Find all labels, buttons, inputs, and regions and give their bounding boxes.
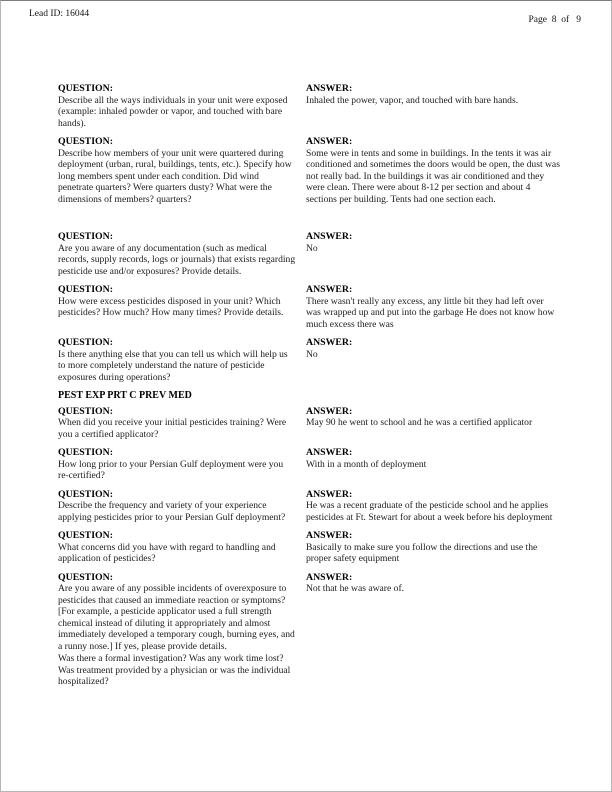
answer-label: ANSWER: <box>306 337 353 348</box>
answer-block <box>306 231 583 277</box>
qa-row <box>58 231 581 277</box>
answer-block <box>306 83 583 129</box>
answer-block <box>306 136 583 205</box>
question-text: How long prior to your Persian Gulf deployment were you re-certified? <box>58 458 284 481</box>
question-label: QUESTION: <box>58 405 113 417</box>
answer-text: Inhaled the power, vapor, and touched with bare hands. <box>306 94 519 106</box>
answer-label: ANSWER: <box>306 231 353 242</box>
question-label: QUESTION: <box>58 284 113 295</box>
qa-content <box>58 83 581 688</box>
answer-block <box>306 489 583 524</box>
answer-text: Basically to make sure you follow the directions and use the proper safety equipment <box>306 541 538 564</box>
question-block <box>58 83 306 129</box>
answer-label: ANSWER: <box>306 83 353 94</box>
question-text: How were excess pesticides disposed in your unit? Which pesticides? How much? How many times? Provide details. <box>58 295 284 318</box>
qa-row <box>58 530 581 565</box>
answer-block <box>306 447 583 482</box>
answer-block <box>306 337 583 383</box>
question-text: Are you aware of any documentation (such as medical records, supply records, logs or journals) that exists regarding pesticide use and/or exposures? Provide details. <box>58 242 296 277</box>
qa-row <box>58 83 581 129</box>
question-label: QUESTION: <box>58 447 113 458</box>
question-text: Is there anything else that you can tell us which will help us to more completely understand the nature of pesticide exposures during operations? <box>58 348 288 383</box>
answer-label: ANSWER: <box>306 136 353 147</box>
answer-text: Not that he was aware of. <box>306 583 405 594</box>
question-label: QUESTION: <box>58 231 113 242</box>
answer-label: ANSWER: <box>306 284 353 295</box>
qa-row <box>58 284 581 330</box>
answer-text: He was a recent graduate of the pesticide school and he applies pesticides at Ft. Stewart for about a week before his deployment <box>306 500 553 523</box>
qa-row <box>58 572 581 688</box>
answer-text: May 90 he went to school and he was a certified applicator <box>306 417 533 428</box>
answer-block <box>306 284 583 330</box>
question-block <box>58 284 306 330</box>
question-block <box>58 406 306 441</box>
answer-text: Some were in tents and some in buildings. In the tents it was air conditioned and sometimes the doors would be open, the dust was not really bad. In the buildings it was air conditioned and they were clean. There were about 8-12 per section and about 4 sections per building. Tents had one section each. <box>306 147 560 205</box>
question-label: QUESTION: <box>58 488 113 500</box>
section-heading: PEST EXP PRT C PREV MED <box>58 390 192 401</box>
qa-row <box>58 136 581 205</box>
qa-row <box>58 406 581 441</box>
answer-block <box>306 572 583 688</box>
answer-label: ANSWER: <box>306 405 353 417</box>
page-header <box>1 1 611 25</box>
question-block <box>58 447 306 482</box>
question-text: Describe the frequency and variety of your experience applying pesticides prior to your Persian Gulf deployment? <box>58 500 286 523</box>
question-text: Are you aware of any possible incidents of overexposure to pesticides that caused an immediate reaction or symptoms? [For example, a pesticide applicator used a full strength chemical instead of diluting it appropriately and almost immediately developed a temporary cough, burning eyes, and a runny nose.] If yes, please provide details. <box>58 583 295 652</box>
answer-label: ANSWER: <box>306 571 353 583</box>
question-label: QUESTION: <box>58 337 113 348</box>
question-text: Describe how members of your unit were quartered during deployment (urban, rural, buildings, tents, etc.). Specify how long members spent under each condition. Did wind penetrate quarters? Were quarters dusty? What were the dimensions of members? quarters? <box>58 147 292 205</box>
question-block <box>58 572 306 688</box>
question-block <box>58 337 306 383</box>
question-label: QUESTION: <box>58 136 113 147</box>
question-label: QUESTION: <box>58 530 113 541</box>
page-number: Page 8 of 9 <box>528 15 581 25</box>
qa-row <box>58 489 581 524</box>
question-text-continued: Was there a formal investigation? Was any work time lost? Was treatment provided by a physician or was the individual hospitalized? <box>58 653 291 687</box>
question-block <box>58 231 306 277</box>
lead-id: Lead ID: 16044 <box>29 9 90 19</box>
answer-text: No <box>306 348 318 360</box>
qa-row <box>58 337 581 383</box>
answer-block <box>306 406 583 441</box>
qa-row <box>58 447 581 482</box>
answer-label: ANSWER: <box>306 488 353 500</box>
answer-label: ANSWER: <box>306 530 353 541</box>
question-label: QUESTION: <box>58 571 113 583</box>
answer-text: No <box>306 242 318 254</box>
question-block <box>58 489 306 524</box>
answer-block <box>306 530 583 565</box>
question-block <box>58 136 306 205</box>
answer-text: There wasn't really any excess, any little bit they had left over was wrapped up and put into the garbage He does not know how much excess there was <box>306 295 555 330</box>
question-text: Describe all the ways individuals in your unit were exposed (example: inhaled powder or vapor, and touched with bare hands). <box>58 94 288 129</box>
answer-label: ANSWER: <box>306 447 353 458</box>
question-label: QUESTION: <box>58 83 113 94</box>
answer-text: With in a month of deployment <box>306 458 427 470</box>
question-text: What concerns did you have with regard to handling and application of pesticides? <box>58 541 276 564</box>
question-text: When did you receive your initial pesticides training? Were you a certified applicator? <box>58 417 287 440</box>
question-block <box>58 530 306 565</box>
